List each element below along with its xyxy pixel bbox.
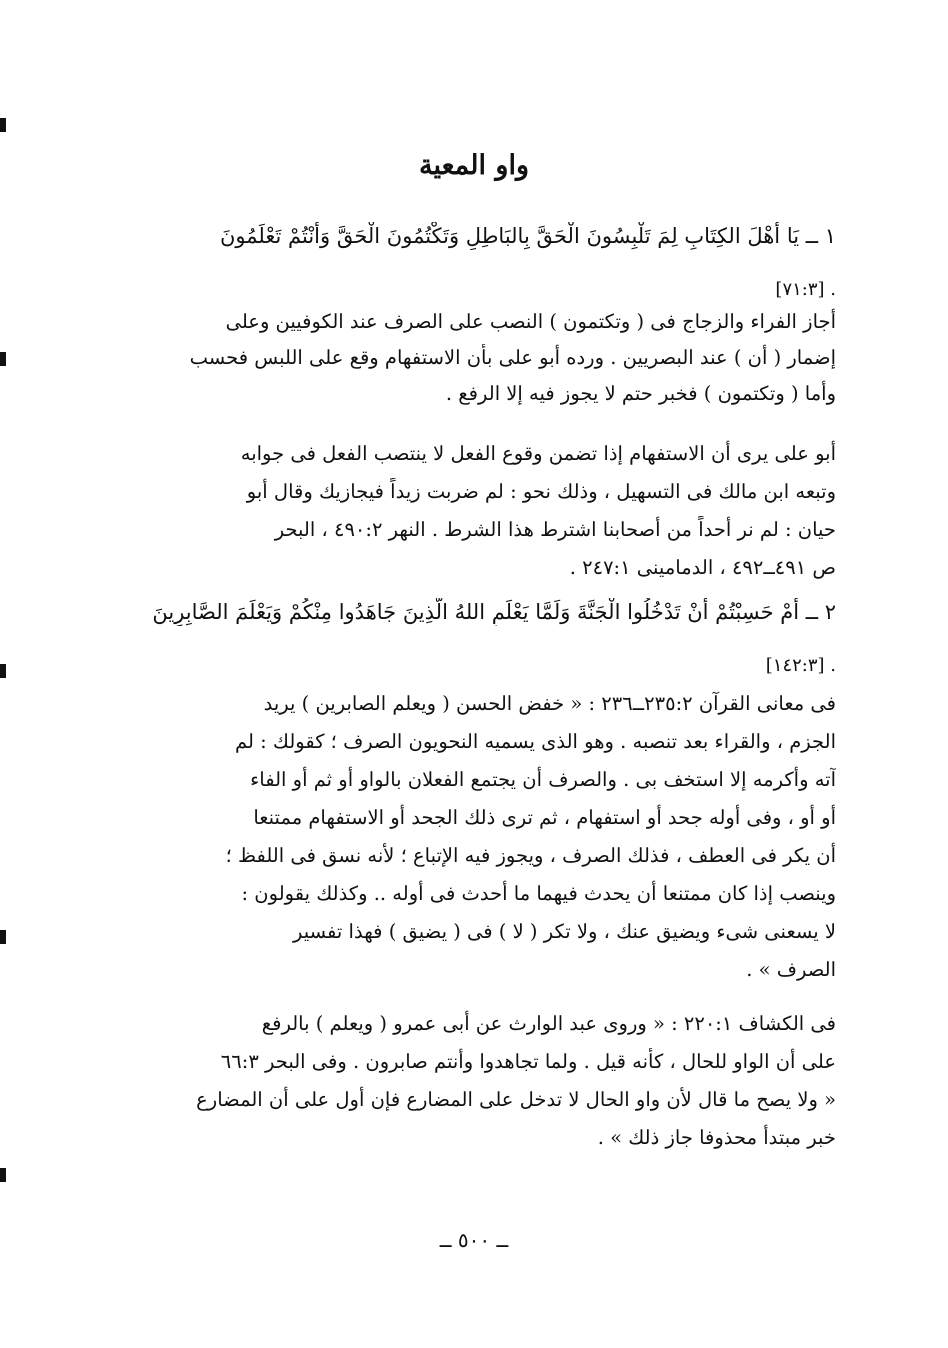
- text-line: أبو على يرى أن الاستفهام إذا تضمن وقوع الفعل لا ينتصب الفعل فى جوابه: [240, 442, 836, 465]
- text-line: وتبعه ابن مالك فى التسهيل ، وذلك نحو : لم ضربت زيداً فيجازيك وقال أبو: [246, 480, 836, 503]
- scan-edge-mark: [0, 664, 6, 678]
- text-line: وأما ( وتكتمون ) فخبر حتم لا يجوز فيه إلا الرفع .: [445, 382, 836, 405]
- text-line: أو أو ، وفى أوله جحد أو استفهام ، ثم ترى ذلك الجحد أو الاستفهام ممتنعا: [253, 806, 836, 829]
- page-number: ــ ٥٠٠ ــ: [439, 1228, 509, 1252]
- verse-reference: . [٧١:٣]: [775, 279, 836, 300]
- text-line: الجزم ، والقراء بعد تنصبه . وهو الذى يسميه النحويون الصرف ؛ كقولك : لم: [235, 730, 836, 753]
- text-line: وينصب إذا كان ممتنعا أن يحدث فيهما ما أحدث فى أوله .. وكذلك يقولون :: [241, 882, 836, 905]
- text-line: على أن الواو للحال ، كأنه قيل . ولما تجاهدوا وأنتم صابرون . وفى البحر ٦٦:٣: [220, 1050, 836, 1073]
- text-line: فى معانى القرآن ٢٣٥:٢ــ٢٣٦ : « خفض الحسن ( ويعلم الصابرين ) يريد: [263, 692, 836, 715]
- scan-edge-mark: [0, 930, 6, 944]
- verse-reference: . [١٤٢:٣]: [765, 655, 836, 676]
- text-line: ص ٤٩١ــ٤٩٢ ، الدمامينى ٢٤٧:١ .: [569, 556, 836, 579]
- text-line: الصرف » .: [746, 958, 836, 981]
- text-line: « ولا يصح ما قال لأن واو الحال لا تدخل على المضارع فإن أول على أن المضارع: [196, 1088, 836, 1111]
- verse-line: ١ ــ يَا أَهْلَ الكِتَابِ لِمَ تَلْبِسُونَ الْحَقَّ بِالبَاطِلِ وَتَكْتُمُونَ الْحَقَّ وَأَنْتُمْ تَعْلَمُونَ: [220, 224, 836, 248]
- text-line: آته وأكرمه إلا استخف بى . والصرف أن يجتمع الفعلان بالواو أو ثم أو الفاء: [250, 768, 836, 791]
- verse-line: ٢ ــ أَمْ حَسِبْتُمْ أَنْ تَدْخُلُوا الْجَنَّةَ وَلَمَّا يَعْلَمِ اللهُ الَّذِينَ جَاهَدُوا مِنْكُمْ وَيَعْلَمَ الصَّابِرِينَ: [152, 600, 836, 624]
- page-title: واو المعية: [419, 150, 529, 181]
- text-line: فى الكشاف ٢٢٠:١ : « وروى عبد الوارث عن أبى عمرو ( ويعلم ) بالرفع: [261, 1012, 836, 1035]
- scan-edge-mark: [0, 118, 6, 132]
- scan-edge-mark: [0, 1168, 6, 1182]
- text-line: خبر مبتدأ محذوفا جاز ذلك » .: [597, 1126, 836, 1149]
- text-line: أن يكر فى العطف ، فذلك الصرف ، ويجوز فيه الإتباع ؛ لأنه نسق فى اللفظ ؛: [225, 844, 836, 867]
- text-line: لا يسعنى شىء ويضيق عنك ، ولا تكر ( لا ) فى ( يضيق ) فهذا تفسير: [293, 920, 836, 943]
- text-line: أجاز الفراء والزجاج فى ( وتكتمون ) النصب على الصرف عند الكوفيين وعلى: [225, 310, 836, 333]
- scan-edge-mark: [0, 352, 6, 366]
- text-line: حيان : لم نر أحداً من أصحابنا اشترط هذا الشرط . النهر ٤٩٠:٢ ، البحر: [274, 518, 836, 541]
- text-line: إضمار ( أن ) عند البصريين . ورده أبو على بأن الاستفهام وقع على اللبس فحسب: [189, 346, 836, 369]
